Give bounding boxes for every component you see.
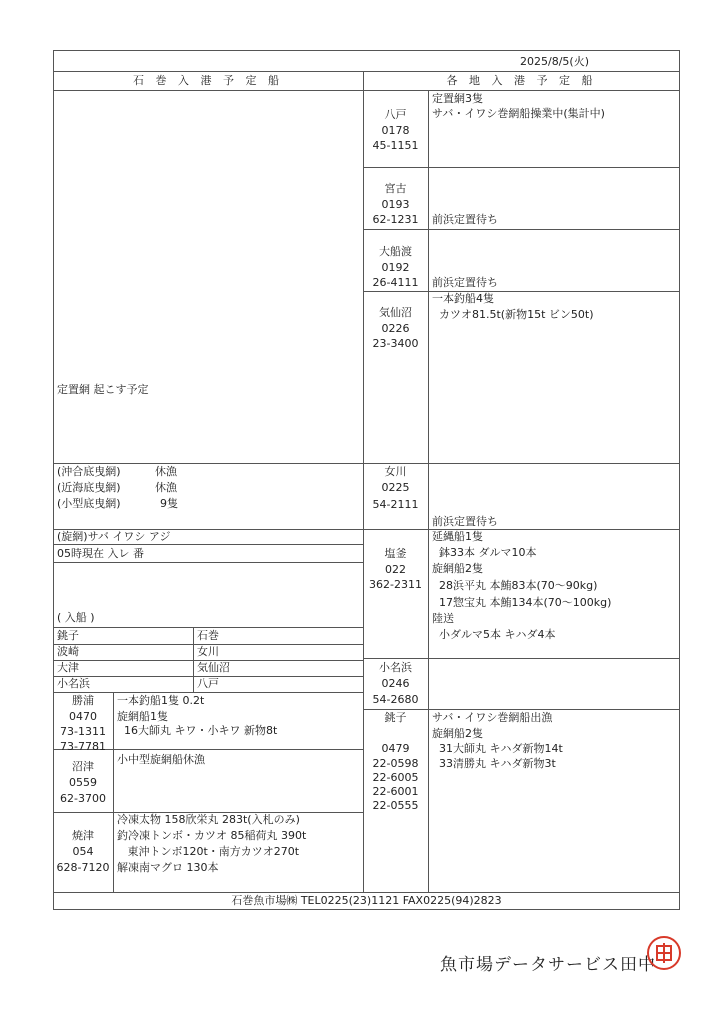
- header-divider: [53, 90, 680, 91]
- right-port-line: 定置網3隻: [432, 92, 483, 105]
- right-port-tel: 45-1151: [372, 139, 419, 152]
- regional-port-name: 沼津: [72, 760, 94, 773]
- regional-tel: 73-1311: [60, 725, 106, 738]
- right-port-tel: 0225: [381, 481, 410, 494]
- right-row-divider: [363, 229, 680, 230]
- right-header: 各 地 入 港 予 定 船: [446, 74, 597, 87]
- right-port-tel: 54-2680: [372, 693, 419, 706]
- right-port-name: 銚子: [384, 711, 407, 724]
- regional-tel: 054: [72, 845, 94, 858]
- regional-tel: 628-7120: [56, 861, 110, 874]
- date-divider: [53, 71, 680, 72]
- right-port-line: 31大師丸 キハダ新物14t: [432, 742, 563, 755]
- regional-line: 旋網船1隻: [117, 710, 168, 723]
- report-date: 2025/8/5(火): [520, 55, 589, 68]
- right-row-divider: [363, 529, 680, 530]
- regional-port-name: 焼津: [72, 829, 94, 842]
- right-row-divider: [363, 291, 680, 292]
- right-port-line: 33清勝丸 キハダ新物3t: [432, 757, 556, 770]
- port-table-divider: [53, 692, 363, 693]
- right-port-column-divider: [428, 90, 429, 892]
- left-row-divider: [53, 562, 363, 563]
- right-port-tel: 362-2311: [369, 578, 422, 591]
- regional-line: 解凍南マグロ 130本: [117, 861, 219, 874]
- right-port-name: 大船渡: [379, 245, 412, 258]
- right-port-tel: 022: [385, 563, 406, 576]
- senmou-heading: (旋網)サバ イワシ アジ: [57, 530, 171, 543]
- right-row-divider: [363, 709, 680, 710]
- right-port-tel: 0479: [381, 742, 410, 755]
- trawl-value: 9隻: [160, 497, 178, 510]
- footer-contact: 石巻魚市場㈱ TEL0225(23)1121 FAX0225(94)2823: [231, 894, 502, 907]
- right-port-tel: 23-3400: [372, 337, 419, 350]
- left-row-divider: [53, 463, 363, 464]
- regional-col-divider: [113, 692, 114, 892]
- nyusen-heading: ( 入船 ): [57, 611, 95, 624]
- right-port-line: カツオ81.5t(新物15t ビン50t): [432, 308, 594, 321]
- right-port-tel: 22-0555: [372, 799, 419, 812]
- right-port-tel: 0178: [381, 124, 410, 137]
- right-port-line: 陸送: [432, 612, 454, 625]
- right-port-line: 前浜定置待ち: [432, 276, 498, 289]
- right-port-line: サバ・イワシ巻網船操業中(集計中): [432, 107, 605, 120]
- regional-port-name: 勝浦: [72, 694, 94, 707]
- right-port-tel: 22-6001: [372, 785, 419, 798]
- right-port-tel: 0192: [381, 261, 410, 274]
- regional-tel: 62-3700: [60, 792, 106, 805]
- right-port-line: 鉢33本 ダルマ10本: [432, 546, 537, 559]
- right-port-tel: 22-6005: [372, 771, 419, 784]
- trawl-label: (近海底曳網): [57, 481, 121, 494]
- left-header: 石 巻 入 港 予 定 船: [133, 74, 283, 87]
- right-row-divider: [363, 167, 680, 168]
- port-cell: 小名浜: [57, 677, 90, 690]
- port-cell: 女川: [197, 645, 219, 658]
- right-port-tel: 22-0598: [372, 757, 419, 770]
- port-cell: 八戸: [197, 677, 219, 690]
- teichi-note: 定置網 起こす予定: [57, 383, 149, 396]
- regional-line: 釣冷凍トンボ・カツオ 85稲荷丸 390t: [117, 829, 307, 842]
- right-port-name: 宮古: [384, 182, 407, 195]
- regional-line: 小中型旋網船休漁: [117, 753, 205, 766]
- regional-line: 東沖トンボ120t・南方カツオ270t: [117, 845, 300, 858]
- right-port-name: 小名浜: [379, 661, 412, 674]
- left-row-divider: [53, 544, 363, 545]
- port-cell: 大津: [57, 661, 79, 674]
- regional-tel: 0559: [69, 776, 97, 789]
- port-cell: 波崎: [57, 645, 79, 658]
- right-port-line: サバ・イワシ巻網船出漁: [432, 711, 553, 724]
- trawl-label: (小型底曳網): [57, 497, 121, 510]
- trawl-label: (沖合底曳網): [57, 465, 121, 478]
- right-port-line: 延縄船1隻: [432, 530, 483, 543]
- port-cell: 気仙沼: [197, 661, 230, 674]
- right-port-tel: 0246: [381, 677, 410, 690]
- right-port-tel: 0226: [381, 322, 410, 335]
- tanaka-seal-icon: [647, 936, 681, 970]
- right-port-line: 前浜定置待ち: [432, 515, 498, 528]
- regional-line: 一本釣船1隻 0.2t: [117, 694, 205, 707]
- port-table-divider: [53, 627, 363, 628]
- port-cell: 銚子: [57, 629, 79, 642]
- regional-tel: 73-7781: [60, 740, 106, 753]
- regional-line: 16大師丸 キワ・小キワ 新物8t: [117, 724, 278, 737]
- regional-tel: 0470: [69, 710, 97, 723]
- right-port-name: 塩釜: [384, 547, 407, 560]
- right-port-line: 旋網船2隻: [432, 562, 483, 575]
- right-port-line: 旋網船2隻: [432, 727, 483, 740]
- right-port-name: 八戸: [384, 108, 407, 121]
- right-port-name: 女川: [384, 465, 407, 478]
- trawl-value: 休漁: [155, 481, 177, 494]
- brand-name: 魚市場データサービス田中: [440, 955, 656, 975]
- right-port-tel: 26-4111: [372, 276, 419, 289]
- right-port-line: 前浜定置待ち: [432, 213, 498, 226]
- right-port-line: 一本釣船4隻: [432, 292, 494, 305]
- footer-divider: [53, 892, 680, 893]
- right-port-line: 17惣宝丸 本鮪134本(70～100kg): [432, 596, 612, 609]
- irekomi-status: 05時現在 入レ 番: [57, 547, 144, 560]
- right-port-tel: 62-1231: [372, 213, 419, 226]
- trawl-value: 休漁: [155, 465, 177, 478]
- port-cell: 石巻: [197, 629, 219, 642]
- right-port-name: 気仙沼: [379, 306, 412, 319]
- right-port-line: 28浜平丸 本鮪83本(70～90kg): [432, 579, 598, 592]
- right-port-line: 小ダルマ5本 キハダ4本: [432, 628, 556, 641]
- right-row-divider: [363, 658, 680, 659]
- port-table-col-divider: [193, 627, 194, 692]
- right-row-divider: [363, 463, 680, 464]
- right-port-tel: 54-2111: [372, 498, 419, 511]
- right-port-tel: 0193: [381, 198, 410, 211]
- regional-line: 冷凍太物 158欣栄丸 283t(入札のみ): [117, 813, 300, 826]
